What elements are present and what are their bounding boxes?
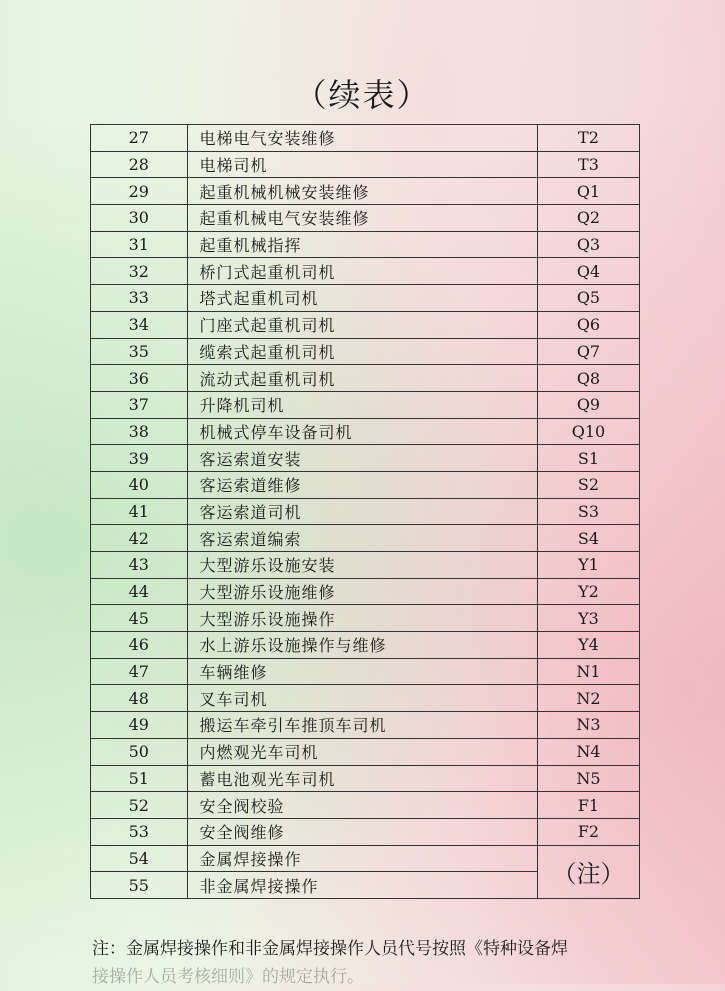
row-number: 28 bbox=[91, 151, 188, 178]
operation-name: 客运索道维修 bbox=[187, 471, 537, 498]
row-number: 35 bbox=[91, 338, 188, 365]
row-number: 45 bbox=[91, 605, 188, 632]
operation-name: 升降机司机 bbox=[187, 391, 537, 418]
table-row bbox=[91, 125, 640, 152]
row-number: 49 bbox=[91, 712, 188, 739]
operation-name: 缆索式起重机司机 bbox=[187, 338, 537, 365]
row-number: 38 bbox=[91, 418, 188, 445]
row-number: 30 bbox=[91, 205, 188, 232]
operation-name: 客运索道安装 bbox=[187, 445, 537, 472]
operation-code: N2 bbox=[537, 685, 639, 712]
operation-name: 叉车司机 bbox=[187, 685, 537, 712]
operation-code: Q8 bbox=[537, 365, 639, 392]
operation-code: S3 bbox=[537, 498, 639, 525]
operation-code: F1 bbox=[537, 792, 639, 819]
table-row bbox=[91, 658, 640, 685]
table-row bbox=[91, 685, 640, 712]
table-row bbox=[91, 578, 640, 605]
row-number: 43 bbox=[91, 552, 188, 579]
footnote-line-1: 注：金属焊接操作和非金属焊接操作人员代号按照《特种设备焊 bbox=[92, 939, 568, 959]
table-row bbox=[91, 285, 640, 312]
operation-name: 安全阀维修 bbox=[187, 818, 537, 845]
operation-name: 起重机械电气安装维修 bbox=[187, 205, 537, 232]
table-row bbox=[91, 151, 640, 178]
row-number: 39 bbox=[91, 445, 188, 472]
operation-name: 大型游乐设施维修 bbox=[187, 578, 537, 605]
operation-code: N4 bbox=[537, 738, 639, 765]
table-row bbox=[91, 338, 640, 365]
table-row bbox=[91, 792, 640, 819]
operation-name: 大型游乐设施操作 bbox=[187, 605, 537, 632]
operation-code: T3 bbox=[537, 151, 639, 178]
operation-code: Y1 bbox=[537, 552, 639, 579]
row-number: 31 bbox=[91, 231, 188, 258]
operation-name: 非金属焊接操作 bbox=[187, 872, 537, 899]
table-row bbox=[91, 845, 640, 872]
operator-category-table bbox=[90, 124, 640, 899]
row-number: 53 bbox=[91, 818, 188, 845]
footnote bbox=[92, 935, 692, 991]
table-row bbox=[91, 418, 640, 445]
operation-name: 客运索道司机 bbox=[187, 498, 537, 525]
operation-name: 电梯司机 bbox=[187, 151, 537, 178]
table-row bbox=[91, 311, 640, 338]
operation-code: Q4 bbox=[537, 258, 639, 285]
operation-code: T2 bbox=[537, 125, 639, 152]
table-row bbox=[91, 498, 640, 525]
operation-code: Q2 bbox=[537, 205, 639, 232]
operation-code: S4 bbox=[537, 525, 639, 552]
operation-name: 金属焊接操作 bbox=[187, 845, 537, 872]
operation-code: N5 bbox=[537, 765, 639, 792]
row-number: 52 bbox=[91, 792, 188, 819]
operation-code: Q5 bbox=[537, 285, 639, 312]
row-number: 27 bbox=[91, 125, 188, 152]
row-number: 41 bbox=[91, 498, 188, 525]
operation-code: Q1 bbox=[537, 178, 639, 205]
operation-name: 搬运车牵引车推顶车司机 bbox=[187, 712, 537, 739]
operation-code: Q3 bbox=[537, 231, 639, 258]
table-row bbox=[91, 632, 640, 659]
table-row bbox=[91, 552, 640, 579]
row-number: 47 bbox=[91, 658, 188, 685]
operation-code: N1 bbox=[537, 658, 639, 685]
operation-name: 内燃观光车司机 bbox=[187, 738, 537, 765]
row-number: 50 bbox=[91, 738, 188, 765]
table-row bbox=[91, 445, 640, 472]
operation-code: Y3 bbox=[537, 605, 639, 632]
operation-name: 起重机械指挥 bbox=[187, 231, 537, 258]
row-number: 48 bbox=[91, 685, 188, 712]
table-row bbox=[91, 391, 640, 418]
row-number: 44 bbox=[91, 578, 188, 605]
operation-code: Q9 bbox=[537, 391, 639, 418]
footnote-line-2: 接操作人员考核细则》的规定执行。 bbox=[92, 967, 364, 987]
table-row bbox=[91, 471, 640, 498]
page-title: （续表） bbox=[294, 76, 431, 114]
table-row bbox=[91, 765, 640, 792]
operation-name: 流动式起重机司机 bbox=[187, 365, 537, 392]
row-number: 46 bbox=[91, 632, 188, 659]
merged-code-note: （注） bbox=[537, 845, 639, 898]
table-row bbox=[91, 365, 640, 392]
operation-name: 桥门式起重机司机 bbox=[187, 258, 537, 285]
operation-name: 电梯电气安装维修 bbox=[187, 125, 537, 152]
operation-name: 起重机械机械安装维修 bbox=[187, 178, 537, 205]
table-row bbox=[91, 818, 640, 845]
table-row bbox=[91, 178, 640, 205]
operation-code: N3 bbox=[537, 712, 639, 739]
row-number: 34 bbox=[91, 311, 188, 338]
table-row bbox=[91, 605, 640, 632]
operation-name: 塔式起重机司机 bbox=[187, 285, 537, 312]
row-number: 54 bbox=[91, 845, 188, 872]
operation-name: 蓄电池观光车司机 bbox=[187, 765, 537, 792]
table-body bbox=[91, 125, 640, 899]
operation-code: Y2 bbox=[537, 578, 639, 605]
operation-name: 门座式起重机司机 bbox=[187, 311, 537, 338]
operation-name: 水上游乐设施操作与维修 bbox=[187, 632, 537, 659]
table-row bbox=[91, 738, 640, 765]
row-number: 36 bbox=[91, 365, 188, 392]
operation-name: 客运索道编索 bbox=[187, 525, 537, 552]
row-number: 51 bbox=[91, 765, 188, 792]
table-row bbox=[91, 231, 640, 258]
row-number: 32 bbox=[91, 258, 188, 285]
row-number: 33 bbox=[91, 285, 188, 312]
table-row bbox=[91, 205, 640, 232]
operation-code: Q7 bbox=[537, 338, 639, 365]
operation-name: 大型游乐设施安装 bbox=[187, 552, 537, 579]
table-row bbox=[91, 525, 640, 552]
operation-code: F2 bbox=[537, 818, 639, 845]
operation-code: S1 bbox=[537, 445, 639, 472]
row-number: 40 bbox=[91, 471, 188, 498]
table-row bbox=[91, 712, 640, 739]
operation-code: S2 bbox=[537, 471, 639, 498]
row-number: 37 bbox=[91, 391, 188, 418]
operation-code: Y4 bbox=[537, 632, 639, 659]
row-number: 42 bbox=[91, 525, 188, 552]
row-number: 29 bbox=[91, 178, 188, 205]
operation-name: 车辆维修 bbox=[187, 658, 537, 685]
operation-name: 安全阀校验 bbox=[187, 792, 537, 819]
row-number: 55 bbox=[91, 872, 188, 899]
operation-name: 机械式停车设备司机 bbox=[187, 418, 537, 445]
operation-code: Q6 bbox=[537, 311, 639, 338]
table-row bbox=[91, 258, 640, 285]
operation-code: Q10 bbox=[537, 418, 639, 445]
